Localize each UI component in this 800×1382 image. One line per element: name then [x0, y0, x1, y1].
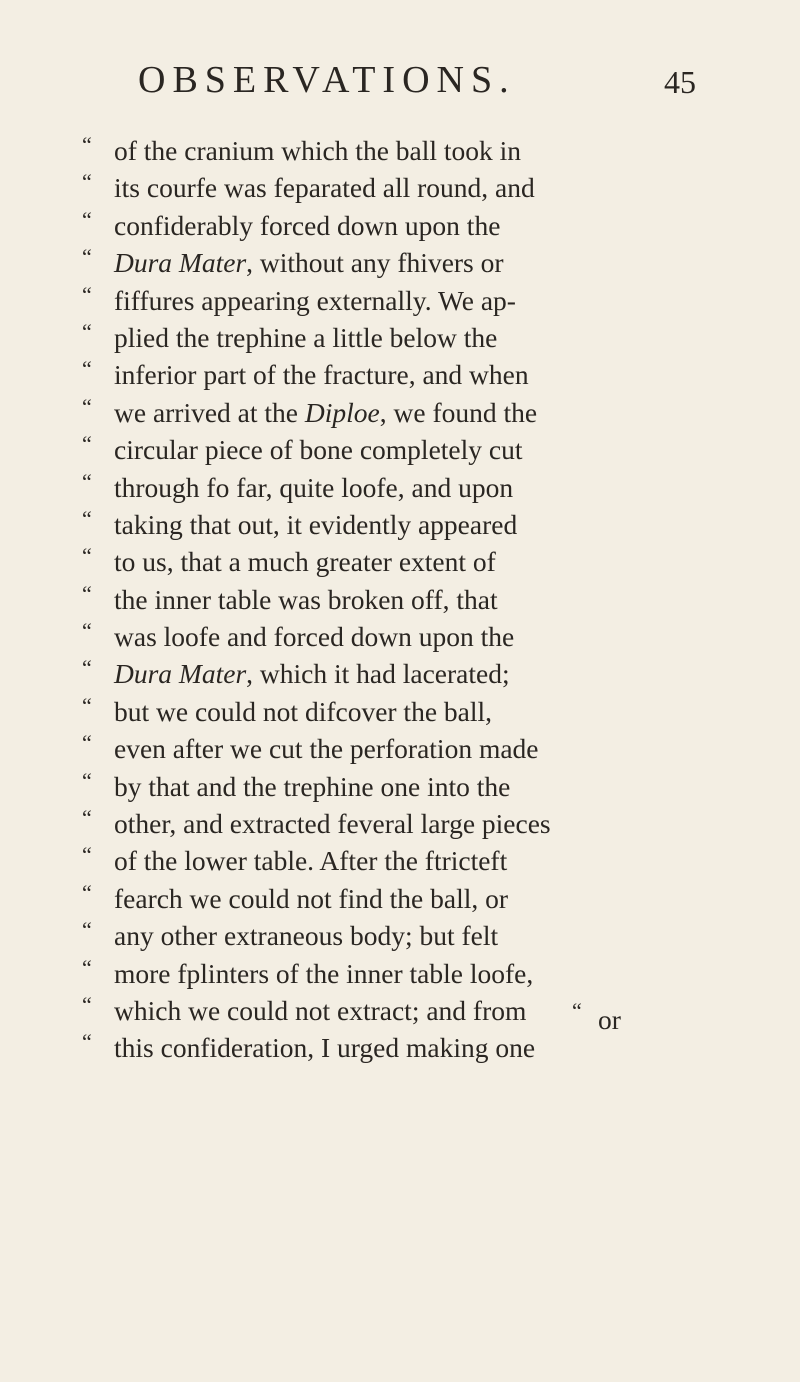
line-quote-mark: “: [82, 655, 92, 681]
catchword-text: or: [598, 1004, 621, 1035]
catchword: [572, 998, 621, 1036]
text-line: [82, 955, 682, 992]
line-text: Dura Mater, without any fhivers or: [114, 247, 504, 279]
line-text: its courfe was feparated all round, and: [114, 172, 535, 204]
text-line: [82, 842, 682, 879]
line-text: but we could not difcover the ball,: [114, 695, 493, 727]
line-quote-mark: “: [82, 468, 92, 494]
text-line: [82, 207, 682, 244]
text-line: [82, 917, 682, 954]
line-quote-mark: “: [82, 991, 92, 1017]
body-text: [82, 132, 682, 1067]
italic-term: Dura Mater: [114, 658, 247, 690]
text-line: [82, 581, 682, 618]
line-text: was loofe and forced down upon the: [114, 621, 515, 653]
line-text: taking that out, it evidently appeared: [114, 508, 518, 540]
line-text: confiderably forced down upon the: [114, 209, 501, 241]
line-quote-mark: “: [82, 879, 92, 905]
line-text: inferior part of the fracture, and when: [114, 359, 529, 391]
text-line: [82, 394, 682, 431]
line-text: of the cranium which the ball took in: [114, 135, 522, 166]
text-line: [82, 431, 682, 468]
line-quote-mark: “: [82, 842, 92, 868]
line-text: any other extraneous body; but felt: [114, 920, 499, 952]
line-text: more fplinters of the inner table loofe,: [114, 957, 534, 989]
line-text: we arrived at the Diploe, we found the: [114, 396, 538, 428]
text-line: [82, 244, 682, 281]
text-line: [82, 880, 682, 917]
line-quote-mark: “: [82, 393, 92, 419]
line-text: plied the trephine a little below the: [114, 321, 498, 353]
text-line: [82, 469, 682, 506]
text-line: [82, 356, 682, 393]
text-line: [82, 169, 682, 206]
text-line: [82, 730, 682, 767]
text-line: [82, 693, 682, 730]
italic-term: Diploe: [304, 396, 380, 428]
line-text: of the lower table. After the ftricteft: [114, 845, 508, 877]
line-text: by that and the trephine one into the: [114, 770, 511, 802]
running-head: [128, 58, 696, 108]
line-quote-mark: “: [82, 431, 92, 457]
line-quote-mark: “: [82, 543, 92, 569]
text-line: [82, 768, 682, 805]
text-line: [82, 132, 682, 169]
line-text: this confideration, I urged making one: [114, 1032, 536, 1064]
line-quote-mark: “: [82, 730, 92, 756]
line-text: the inner table was broken off, that: [114, 583, 498, 615]
line-quote-mark: “: [82, 618, 92, 644]
line-quote-mark: “: [82, 505, 92, 531]
line-quote-mark: “: [82, 954, 92, 980]
line-quote-mark: “: [82, 132, 92, 157]
line-quote-mark: “: [82, 767, 92, 793]
line-quote-mark: “: [82, 206, 92, 232]
line-quote-mark: “: [82, 318, 92, 344]
line-text: which we could not extract; and from: [114, 994, 527, 1026]
text-line: [82, 543, 682, 580]
page-number: 45: [664, 64, 696, 100]
line-quote-mark: “: [82, 692, 92, 718]
line-text: other, and extracted feveral large pieces: [114, 808, 551, 840]
line-text: circular piece of bone completely cut: [114, 434, 523, 466]
line-text: fiffures appearing externally. We ap-: [114, 284, 516, 316]
line-quote-mark: “: [82, 244, 92, 270]
line-text: to us, that a much greater extent of: [114, 546, 496, 578]
line-quote-mark: “: [82, 805, 92, 831]
text-line: [82, 319, 682, 356]
line-text: fearch we could not find the ball, or: [114, 882, 509, 914]
line-text: Dura Mater, which it had lacerated;: [114, 658, 510, 690]
catchword-quote-mark: “: [572, 998, 582, 1023]
line-quote-mark: “: [82, 1029, 92, 1055]
italic-term: Dura Mater: [114, 247, 247, 279]
text-line: [82, 655, 682, 692]
text-line: [82, 805, 682, 842]
line-quote-mark: “: [82, 917, 92, 943]
line-text: even after we cut the perforation made: [114, 733, 539, 765]
line-quote-mark: “: [82, 356, 92, 382]
line-text: through fo far, quite loofe, and upon: [114, 471, 514, 503]
line-quote-mark: “: [82, 169, 92, 195]
running-head-title: OBSERVATIONS.: [138, 59, 516, 101]
line-quote-mark: “: [82, 580, 92, 606]
line-quote-mark: “: [82, 281, 92, 307]
text-line: [82, 618, 682, 655]
text-line: [82, 506, 682, 543]
text-line: [82, 282, 682, 319]
